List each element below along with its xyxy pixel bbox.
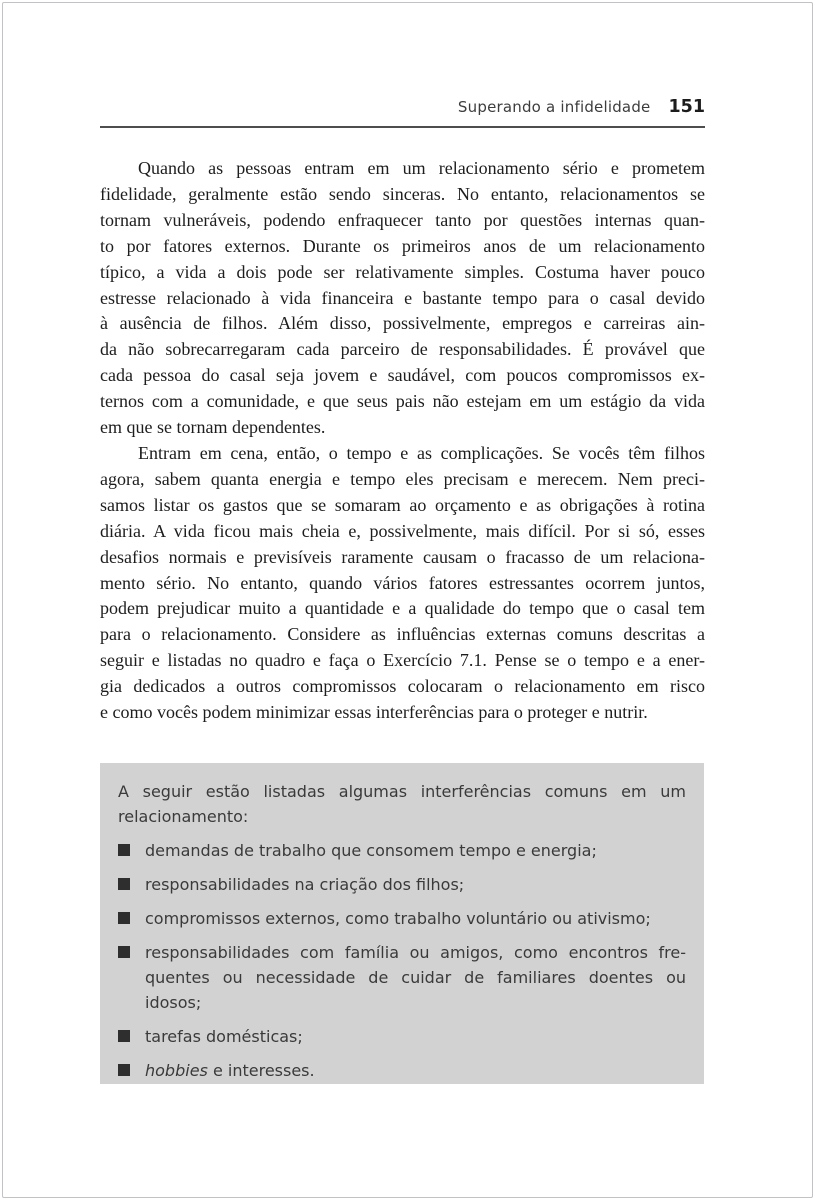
text-line: em que se tornam dependentes. bbox=[100, 417, 326, 438]
square-bullet-icon bbox=[118, 906, 145, 931]
text-line: diária. A vida ficou mais cheia e, possivelmente, mais difícil. Por si só, esses bbox=[100, 520, 705, 541]
bullet-item-family-friends bbox=[118, 940, 686, 1015]
square-bullet-icon bbox=[118, 940, 145, 1015]
italic-word: hobbies bbox=[145, 1061, 208, 1080]
paragraph-1 bbox=[100, 156, 705, 441]
bullet-item-household-chores bbox=[118, 1024, 686, 1049]
text-line: responsabilidades com família ou amigos, como encontros fre- bbox=[145, 943, 686, 962]
running-header-title: Superando a infidelidade bbox=[457, 98, 651, 116]
text-line: podem prejudicar muito a quantidade e a qualidade do tempo que o casal tem bbox=[100, 598, 705, 619]
text-line: desafios normais e previsíveis raramente causam o fracasso de um relaciona- bbox=[100, 546, 705, 567]
text-line: tornam vulneráveis, podendo enfraquecer tanto por questões internas quan- bbox=[100, 209, 705, 230]
text-line: A seguir estão listadas algumas interferências comuns em um bbox=[118, 782, 686, 801]
header-rule bbox=[100, 126, 705, 128]
text-line bbox=[145, 1058, 686, 1083]
square-bullet-icon bbox=[118, 838, 145, 863]
text-rest: e interesses. bbox=[207, 1061, 315, 1080]
text-line: compromissos externos, como trabalho voluntário ou ativismo; bbox=[145, 909, 651, 928]
text-line: Entram em cena, então, o tempo e as complicações. Se vocês têm filhos bbox=[138, 442, 705, 463]
text-line: idosos; bbox=[145, 993, 202, 1012]
square-bullet-icon bbox=[118, 872, 145, 897]
text-line: para o relacionamento. Considere as influências externas comuns descritas a bbox=[100, 624, 705, 645]
text-line: seguir e listadas no quadro e faça o Exercício 7.1. Pense se o tempo e a ener- bbox=[100, 650, 705, 671]
text-line: típico, a vida a dois pode ser relativamente simples. Costuma haver pouco bbox=[100, 261, 705, 282]
square-bullet-icon bbox=[118, 1058, 145, 1083]
bullet-item-children bbox=[118, 872, 686, 897]
paragraph-2 bbox=[100, 441, 705, 726]
text-line: Quando as pessoas entram em um relacionamento sério e prometem bbox=[138, 158, 705, 178]
text-line: fidelidade, geralmente estão sendo sinceras. No entanto, relacionamentos se bbox=[100, 183, 705, 204]
text-line: responsabilidades na criação dos filhos; bbox=[145, 875, 465, 894]
square-bullet-icon bbox=[118, 1024, 145, 1049]
bullet-item-work-demands bbox=[118, 838, 686, 863]
text-line: mento sério. No entanto, quando vários fatores estressantes ocorrem juntos, bbox=[100, 572, 705, 593]
text-line: à ausência de filhos. Além disso, possivelmente, empregos e carreiras ain- bbox=[100, 313, 705, 334]
bullet-item-hobbies bbox=[118, 1058, 686, 1083]
bullet-item-external-commitments bbox=[118, 906, 686, 931]
body-text bbox=[100, 156, 705, 726]
text-line: cada pessoa do casal seja jovem e saudável, com poucos compromissos ex- bbox=[100, 365, 705, 386]
text-line: estresse relacionado à vida financeira e bastante tempo para o casal devido bbox=[100, 287, 705, 308]
text-line: tarefas domésticas; bbox=[145, 1027, 303, 1046]
text-line: gia dedicados a outros compromissos colocaram o relacionamento em risco bbox=[100, 676, 705, 697]
text-line: samos listar os gastos que se somaram ao orçamento e as obrigações à rotina bbox=[100, 494, 705, 515]
page-number: 151 bbox=[668, 97, 705, 117]
text-line: relacionamento: bbox=[118, 807, 249, 826]
text-line: agora, sabem quanta energia e tempo eles precisam e merecem. Nem preci- bbox=[100, 468, 705, 489]
callout-box bbox=[100, 763, 704, 1084]
text-line: demandas de trabalho que consomem tempo e energia; bbox=[145, 841, 597, 860]
text-line: quentes ou necessidade de cuidar de familiares doentes ou bbox=[145, 968, 686, 987]
text-line: e como vocês podem minimizar essas interferências para o proteger e nutrir. bbox=[100, 702, 648, 723]
text-line: da não sobrecarregaram cada parceiro de responsabilidades. É provável que bbox=[100, 339, 705, 360]
callout-intro bbox=[118, 779, 686, 829]
running-header bbox=[100, 97, 705, 117]
text-line: to por fatores externos. Durante os primeiros anos de um relacionamento bbox=[100, 235, 705, 256]
text-line: ternos com a comunidade, e que seus pais não estejam em um estágio da vida bbox=[100, 391, 705, 412]
